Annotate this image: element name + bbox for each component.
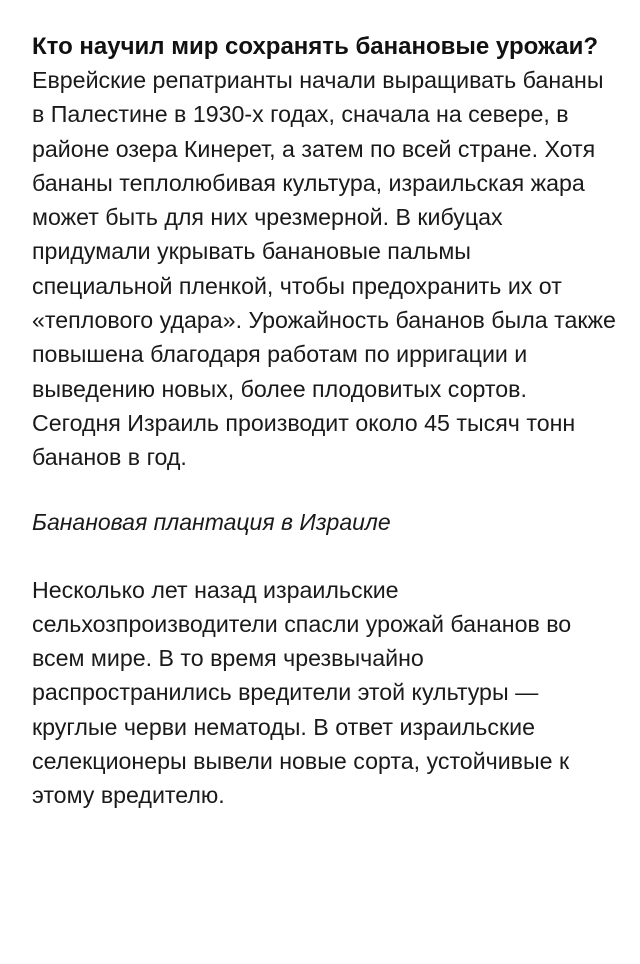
article bbox=[32, 30, 617, 813]
article-paragraph: Еврейские репатрианты начали выращивать бананы в Палестине в 1930-х годах, сначала на севере, в районе озера Кинерет, а затем по всей стране. Хотя бананы теплолюбивая культура, израильская жара может быть для них чрезмерной. В кибуцах придумали укрывать банановые пальмы специальной пленкой, чтобы предохранить их от «теплового удара». Урожайность бананов была также повышена благодаря работам по ирригации и выведению новых, более плодовитых сортов. Сегодня Израиль производит около 45 тысяч тонн бананов в год. bbox=[32, 67, 616, 471]
article-paragraph: Несколько лет назад израильские сельхозпроизводители спасли урожай бананов во всем мире. В то время чрезвычайно распространились вредители этой культуры — круглые черви нематоды. В ответ израильские селекционеры вывели новые сорта, устойчивые к этому вредителю. bbox=[32, 576, 572, 809]
image-caption: Банановая плантация в Израиле bbox=[32, 508, 391, 535]
article-heading: Кто научил мир сохранять банановые урожаи? bbox=[32, 33, 599, 60]
